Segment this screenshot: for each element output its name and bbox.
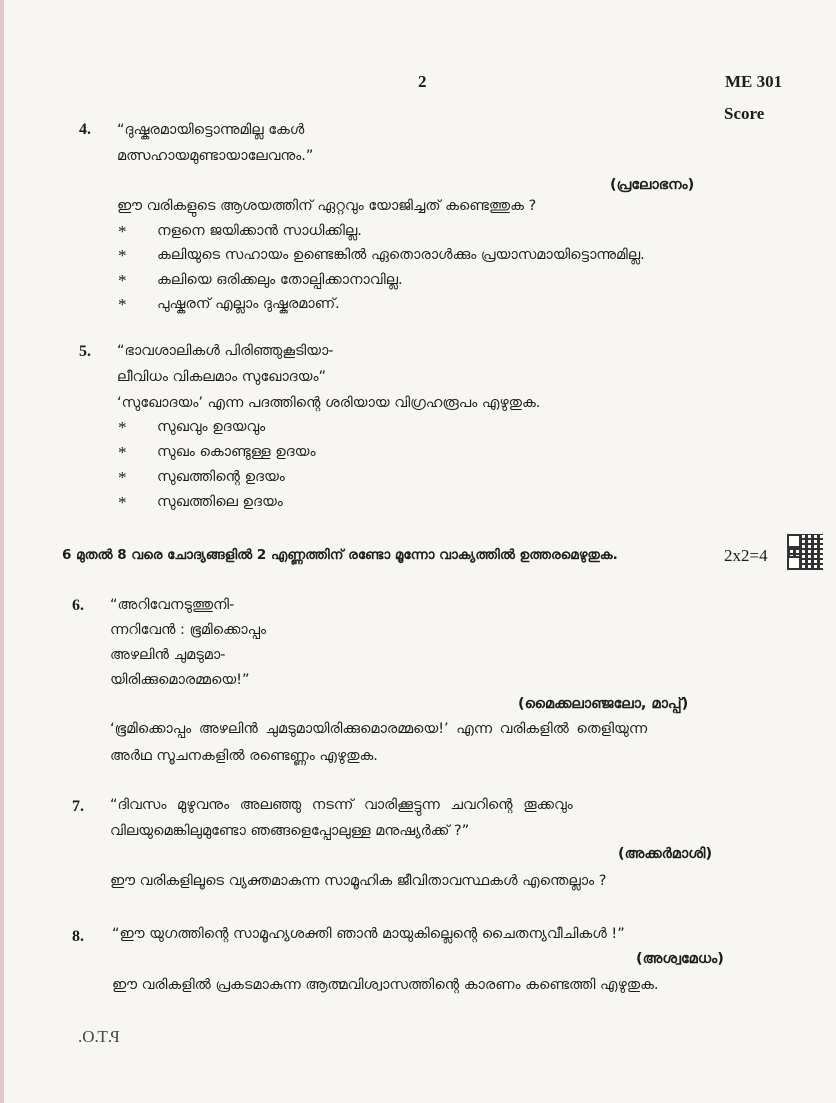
pto-text: P.T.O. (78, 1027, 120, 1046)
question-text: ഈ വരികളിൽ പ്രകടമാകുന്ന ആത്മവിശ്വാസത്തിന്റെ കാരണം കണ്ടെത്തി എഴുതുക. (112, 977, 659, 993)
quote-line: “ഈ യുഗത്തിന്റെ സാമൂഹ്യശക്തി ഞാൻ മായുകില്ലെന്റെ ചൈതന്യവീചികൾ !” (112, 926, 625, 942)
question-text: അർഥ സൂചനകളിൽ രണ്ടെണ്ണം എഴുതുക. (110, 748, 378, 764)
bullet-icon: * (118, 418, 127, 437)
paper-code: ME 301 (725, 72, 783, 91)
quote-line: “ദുഷ്കരമായിട്ടൊന്നുമില്ല കേൾ (117, 122, 305, 138)
quote-line: “ദിവസം മുഴുവനും അലഞ്ഞു നടന്ന് വാരിക്കൂട്ടുന്ന ചവറിന്റെ തൂക്കവും (110, 797, 573, 813)
quote-line: വിലയുമെങ്കിലുമുണ്ടോ ഞങ്ങളെപ്പോലുള്ള മനുഷ്യർക്ക് ?” (110, 823, 470, 839)
source-title: (പ്രലോഭനം) (610, 177, 695, 193)
section-marks: 2x2=4 (724, 546, 768, 565)
qr-code-icon (787, 534, 823, 570)
bullet-icon: * (118, 222, 127, 241)
question-number: 7. (72, 798, 84, 815)
option: സുഖത്തിലെ ഉദയം (157, 494, 283, 510)
bullet-icon: * (118, 493, 127, 512)
question-number: 5. (79, 343, 91, 360)
question-number: 6. (72, 597, 84, 614)
quote-line: ന്നറിവേൻ : ഭൂമിക്കൊപ്പം (110, 622, 267, 638)
question-text: ‘സുഖോദയം’ എന്ന പദത്തിന്റെ ശരിയായ വിഗ്രഹരൂപം എഴുതുക. (117, 395, 541, 411)
quote-line: “അറിവേനടുത്തുനി- (110, 597, 235, 613)
option: സുഖം കൊണ്ടുള്ള ഉദയം (157, 444, 316, 460)
option: നളനെ ജയിക്കാൻ സാധിക്കില്ല. (157, 223, 362, 239)
bullet-icon: * (118, 468, 127, 487)
pto-bleedthrough (78, 1027, 120, 1047)
source-title: (അശ്വമേധം) (636, 951, 724, 967)
question-number: 8. (72, 928, 84, 945)
quote-line: “ഭാവശാലികൾ പിരിഞ്ഞുകൂടിയാ- (117, 343, 334, 359)
question-text: ‘ഭൂമിക്കൊപ്പം അഴലിൻ ചുമടുമായിരിക്കുമൊരമ്മയെ!’ എന്ന വരികളിൽ തെളിയുന്ന (110, 721, 648, 737)
bullet-icon: * (118, 246, 127, 265)
score-label: Score (724, 104, 765, 123)
page-number: 2 (418, 72, 427, 91)
option: പുഷ്കരന് എല്ലാം ദുഷ്കരമാണ്. (157, 296, 340, 312)
source-title: (മൈക്കലാഞ്ജലോ, മാപ്പ്) (518, 696, 689, 712)
option: കലിയുടെ സഹായം ഉണ്ടെങ്കിൽ ഏതൊരാൾക്കും പ്രയാസമായിട്ടൊന്നുമില്ല. (157, 247, 645, 263)
option: സുഖത്തിന്റെ ഉദയം (157, 469, 285, 485)
option: കലിയെ ഒരിക്കലും തോല്പിക്കാനാവില്ല. (157, 272, 403, 288)
quote-line: അഴലിൻ ചുമടുമാ- (110, 647, 226, 663)
quote-line: ലീവിധം വികലമാം സുഖോദയം” (117, 369, 327, 385)
question-text: ഈ വരികളുടെ ആശയത്തിന് ഏറ്റവും യോജിച്ചത് കണ്ടെത്തുക ? (117, 198, 537, 214)
bullet-icon: * (118, 443, 127, 462)
bullet-icon: * (118, 295, 127, 314)
quote-line: മത്സഹായമുണ്ടായാലേവനും.” (117, 148, 314, 164)
question-number: 4. (79, 121, 91, 138)
section-instruction: 6 മുതൽ 8 വരെ ചോദ്യങ്ങളിൽ 2 എണ്ണത്തിന് രണ്ടോ മൂന്നോ വാക്യത്തിൽ ഉത്തരമെഴുതുക. (62, 547, 618, 563)
bullet-icon: * (118, 271, 127, 290)
quote-line: യിരിക്കുമൊരമ്മയെ!” (110, 672, 250, 688)
page-edge (0, 0, 4, 1103)
option: സുഖവും ഉദയവും (157, 419, 266, 435)
question-text: ഈ വരികളിലൂടെ വ്യക്തമാകുന്ന സാമൂഹിക ജീവിതാവസ്ഥകൾ എന്തെല്ലാം ? (110, 873, 607, 889)
source-title: (അക്കർമാശി) (618, 846, 713, 862)
